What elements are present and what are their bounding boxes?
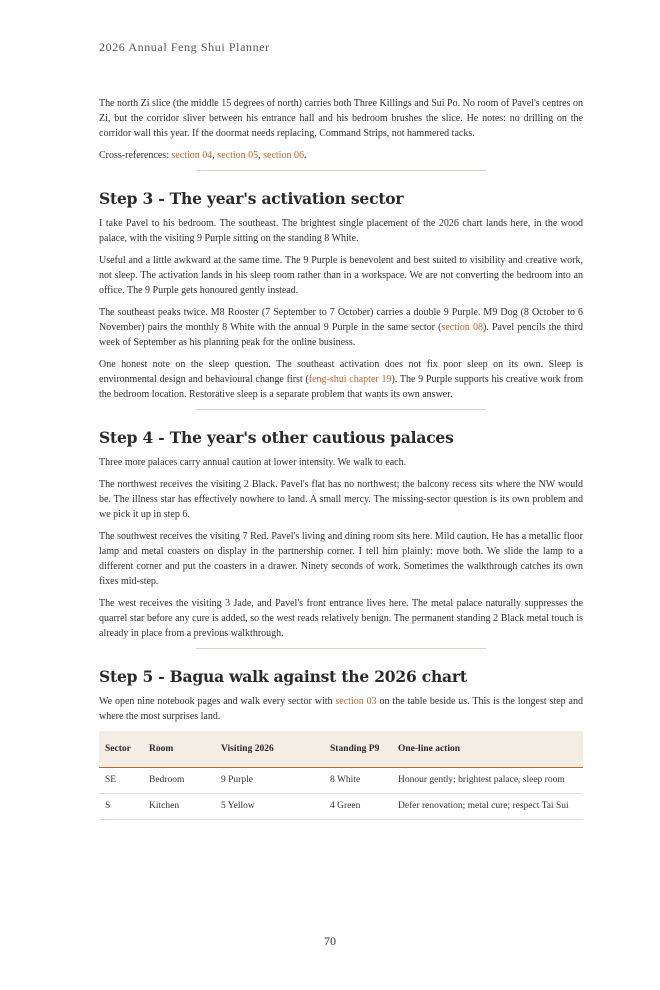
step3-paragraph-4 [99,357,583,402]
step5-p1-text-b: on the table beside us. This is the longest step and where the most surprises land. [99,696,583,722]
step4-paragraph-4: The west receives the visiting 3 Jade, and Pavel's front entrance lives here. The metal palace naturally suppresses the quarrel star before any cure is added, so the west reads relatively benign. The permanent standing 2 Black metal touch is already in place from a previous walkthrough. [99,598,583,639]
cell-standing: 4 Green [324,794,392,820]
cell-sector: S [99,794,143,820]
cell-room: Bedroom [143,768,215,794]
link-feng-shui-chapter-19[interactable]: feng-shui chapter 19 [308,374,392,385]
bagua-table [99,731,583,820]
step3-paragraph-3 [99,305,583,350]
crossref-link-section-06[interactable]: section 06 [263,150,304,161]
step3-p4-text-b: ). The 9 Purple supports his creative work from the bedroom location. Restorative sleep is a separate problem that wants its own answer. [99,374,583,400]
col-header-action: One-line action [392,731,583,768]
cross-references-label: Cross-references: [99,150,172,161]
col-header-standing: Standing P9 [324,731,392,768]
table-header-row [99,731,583,768]
crossref-end: . [303,150,307,161]
crossref-separator: , [212,150,218,161]
section-divider [196,648,486,649]
table-row [99,794,583,820]
crossref-separator: , [258,150,264,161]
step3-paragraph-1: I take Pavel to his bedroom. The southeast. The brightest single placement of the 2026 chart lands here, in the wood palace, with the visiting 9 Purple sitting on the standing 8 White. [99,218,583,244]
step5-p1-text-a: We open nine notebook pages and walk every sector with [99,696,336,707]
col-header-sector: Sector [99,731,143,768]
col-header-room: Room [143,731,215,768]
link-section-03[interactable]: section 03 [335,696,377,707]
cell-visiting: 9 Purple [215,768,324,794]
running-header: 2026 Annual Feng Shui Planner [99,40,270,54]
cell-sector: SE [99,768,143,794]
cross-references [99,148,583,163]
link-section-08[interactable]: section 08 [441,322,483,333]
cell-room: Kitchen [143,794,215,820]
table-row [99,768,583,794]
crossref-link-section-04[interactable]: section 04 [171,150,213,161]
cell-visiting: 5 Yellow [215,794,324,820]
section-divider [196,170,486,171]
cell-action: Defer renovation; metal cure; respect Tai Sui [392,794,583,820]
cell-standing: 8 White [324,768,392,794]
step4-paragraph-1: Three more palaces carry annual caution at lower intensity. We walk to each. [99,457,407,468]
step5-paragraph-1 [99,694,583,724]
step3-paragraph-2: Useful and a little awkward at the same time. The 9 Purple is benevolent and best suited to visibility and creative work, not sleep. The activation lands in his sleep room rather than in a workspace. We are not converting the bedroom into an office. The 9 Purple gets honoured gently instead. [99,255,583,296]
crossref-link-section-05[interactable]: section 05 [217,150,259,161]
step4-heading: Step 4 - The year's other cautious palaces [99,428,454,447]
page-content [99,96,583,820]
cell-action: Honour gently; brightest palace, sleep room [392,768,583,794]
section-divider [196,409,486,410]
page-number: 70 [324,934,336,948]
intro-paragraph: The north Zi slice (the middle 15 degrees of north) carries both Three Killings and Sui Po. No room of Pavel's centres on Zi, but the corridor sliver between his entrance hall and his bedroom brushes the slice. He notes: no drilling on the corridor wall this year. If the doormat needs replacing, Command Strips, not hammered tacks. [99,98,584,139]
step3-p4-text-a: One honest note on the sleep question. The southeast activation does not fix poor sleep on its own. Sleep is environmental design and behavioural change first ( [99,359,583,385]
step4-paragraph-3: The southwest receives the visiting 7 Red. Pavel's living and dining room sits here. Mild caution. He has a metallic floor lamp and metal coasters on display in the partnership corner. I tell him plainly: move both. We slide the lamp to a different corner and put the coasters in a drawer. Ninety seconds of work. Sometimes the walkthrough catches its own fixes mid-step. [99,531,583,587]
step3-p3-text-a: The southeast peaks twice. M8 Rooster (7 September to 7 October) carries a double 9 Purple. M9 Dog (8 October to 6 November) pairs the monthly 8 White with the annual 9 Purple in the same sector ( [99,307,583,333]
step5-heading: Step 5 - Bagua walk against the 2026 chart [99,667,467,686]
col-header-visiting: Visiting 2026 [215,731,324,768]
step3-heading: Step 3 - The year's activation sector [99,189,404,208]
step4-paragraph-2: The northwest receives the visiting 2 Black. Pavel's flat has no northwest; the balcony recess sits where the NW would be. The illness star has effectively nowhere to land. A small mercy. The missing-sector question is its own problem and we pick it up in step 6. [99,479,583,520]
step3-p3-text-b: ). Pavel pencils the third week of September as his planning peak for the online business. [99,322,584,348]
